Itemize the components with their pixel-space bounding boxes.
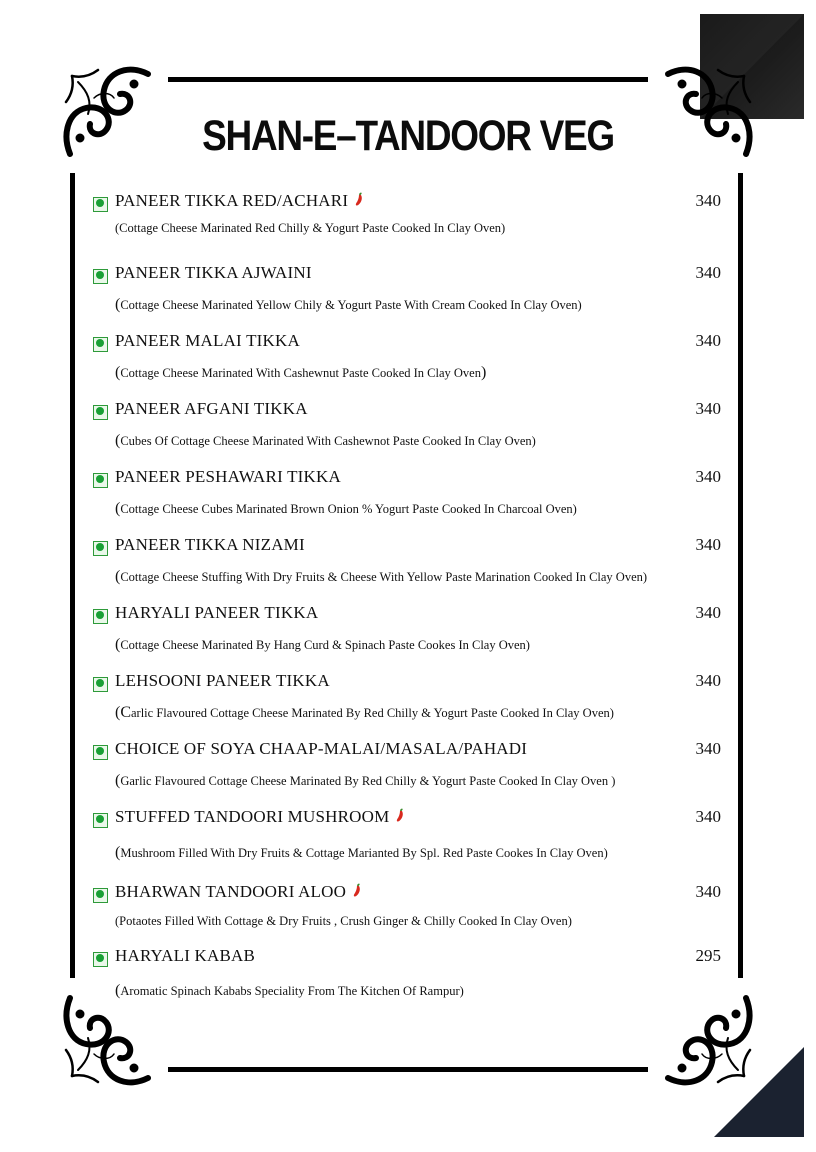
menu-item-name-text: HARYALI KABAB: [115, 946, 256, 965]
description-open-paren: (: [115, 500, 121, 517]
menu-item-name-text: PANEER TIKKA RED/ACHARI: [115, 191, 349, 210]
menu-item-name-text: STUFFED TANDOORI MUSHROOM: [115, 807, 390, 826]
description-open-paren: (: [115, 982, 121, 999]
veg-symbol-icon: [93, 473, 108, 488]
menu-item-description: [115, 432, 536, 450]
veg-symbol-icon: [93, 269, 108, 284]
menu-item-name-text: PANEER TIKKA AJWAINI: [115, 263, 312, 282]
menu-item-name: [115, 535, 305, 555]
description-text: (Cottage Cheese Marinated Red Chilly & Yogurt Paste Cooked In Clay Oven): [115, 221, 506, 235]
menu-item-name: [115, 263, 312, 283]
menu-item-price: 340: [695, 882, 721, 901]
description-text: arlic Flavoured Cottage Cheese Marinated By Red Chilly & Yogurt Paste Cooked In Clay Oven): [131, 706, 614, 720]
veg-symbol-icon: [93, 813, 108, 828]
description-open-paren: (: [115, 636, 121, 653]
description-text: Mushroom Filled With Dry Fruits & Cottage Marianted By Spl. Red Paste Cookes In Clay Oven): [120, 846, 608, 860]
menu-item-name: [115, 882, 362, 902]
scroll-ornament-icon: [658, 990, 758, 1090]
veg-symbol-icon: [93, 677, 108, 692]
veg-symbol-icon: [93, 541, 108, 556]
description-close-paren: ): [480, 364, 487, 381]
menu-item-name: [115, 946, 255, 966]
menu-item-description: [115, 704, 614, 722]
menu-item-price: 340: [695, 739, 721, 758]
veg-symbol-icon: [93, 745, 108, 760]
menu-item-name-text: PANEER TIKKA NIZAMI: [115, 535, 305, 554]
menu-item-description: [115, 568, 647, 586]
menu-item-name: [115, 467, 341, 487]
menu-item-name-text: HARYALI PANEER TIKKA: [115, 603, 319, 622]
description-open-paren: (C: [115, 704, 131, 721]
menu-item-name: [115, 331, 300, 351]
description-open-paren: (: [115, 432, 121, 449]
menu-item-price: 340: [695, 671, 721, 690]
veg-symbol-icon: [93, 609, 108, 624]
description-open-paren: (: [115, 364, 121, 381]
description-text: Cottage Cheese Marinated Yellow Chily & Yogurt Paste With Cream Cooked In Clay Oven): [120, 298, 582, 312]
scroll-ornament-icon: [58, 990, 158, 1090]
menu-item-price: 340: [695, 191, 721, 210]
menu-item-price: 295: [695, 946, 721, 965]
description-text: (Potaotes Filled With Cottage & Dry Fruits , Crush Ginger & Chilly Cooked In Clay Oven): [115, 914, 572, 928]
veg-symbol-icon: [93, 337, 108, 352]
menu-item-price: 340: [695, 263, 721, 282]
description-text: Cottage Cheese Cubes Marinated Brown Onion % Yogurt Paste Cooked In Charcoal Oven): [120, 502, 577, 516]
menu-item-description: [115, 912, 572, 930]
menu-item-name-text: PANEER AFGANI TIKKA: [115, 399, 308, 418]
menu-item-price: 340: [695, 399, 721, 418]
menu-item-name: [115, 739, 527, 759]
top-border-rule: [168, 77, 648, 82]
menu-item-name: [115, 671, 330, 691]
menu-item-price: 340: [695, 331, 721, 350]
menu-title: SHAN-E–TANDOOR VEG: [202, 112, 614, 160]
menu-item-description: [115, 296, 582, 314]
menu-item-name: [115, 191, 364, 211]
menu-item-price: 340: [695, 807, 721, 826]
menu-item-description: [115, 364, 486, 382]
bottom-border-rule: [168, 1067, 648, 1072]
description-open-paren: (: [115, 772, 121, 789]
menu-item-description: [115, 772, 615, 790]
veg-symbol-icon: [93, 952, 108, 967]
description-open-paren: (: [115, 296, 121, 313]
menu-item-description: [115, 636, 530, 654]
description-open-paren: (: [115, 568, 121, 585]
description-text: Garlic Flavoured Cottage Cheese Marinated By Red Chilly & Yogurt Paste Cooked In Clay Oven ): [120, 774, 616, 788]
menu-item-price: 340: [695, 535, 721, 554]
left-border-rule: [70, 173, 75, 978]
menu-item-description: [115, 844, 608, 862]
menu-item-price: 340: [695, 603, 721, 622]
chili-icon: [352, 883, 362, 898]
menu-item-name: [115, 807, 405, 827]
menu-item-description: [115, 500, 577, 518]
right-border-rule: [738, 173, 743, 978]
description-text: Cottage Cheese Stuffing With Dry Fruits & Cheese With Yellow Paste Marination Cooked In Clay Oven): [120, 570, 648, 584]
menu-item-description: [115, 982, 464, 1000]
description-text: Cottage Cheese Marinated With Cashewnut Paste Cooked In Clay Oven: [120, 366, 481, 380]
menu-item-name-text: CHOICE OF SOYA CHAAP-MALAI/MASALA/PAHADI: [115, 739, 528, 758]
menu-item-name-text: PANEER MALAI TIKKA: [115, 331, 300, 350]
veg-symbol-icon: [93, 197, 108, 212]
chili-icon: [354, 192, 364, 207]
veg-symbol-icon: [93, 888, 108, 903]
menu-item-name-text: PANEER PESHAWARI TIKKA: [115, 467, 341, 486]
menu-item-price: 340: [695, 467, 721, 486]
menu-item-name: [115, 399, 308, 419]
veg-symbol-icon: [93, 405, 108, 420]
description-text: Aromatic Spinach Kababs Speciality From The Kitchen Of Rampur): [120, 984, 464, 998]
description-text: Cottage Cheese Marinated By Hang Curd & Spinach Paste Cookes In Clay Oven): [120, 638, 530, 652]
description-open-paren: (: [115, 844, 121, 861]
menu-item-description: [115, 219, 505, 237]
menu-item-name-text: LEHSOONI PANEER TIKKA: [115, 671, 330, 690]
chili-icon: [395, 808, 405, 823]
menu-item-name-text: BHARWAN TANDOORI ALOO: [115, 882, 347, 901]
description-text: Cubes Of Cottage Cheese Marinated With Cashewnot Paste Cooked In Clay Oven): [120, 434, 536, 448]
menu-item-name: [115, 603, 318, 623]
